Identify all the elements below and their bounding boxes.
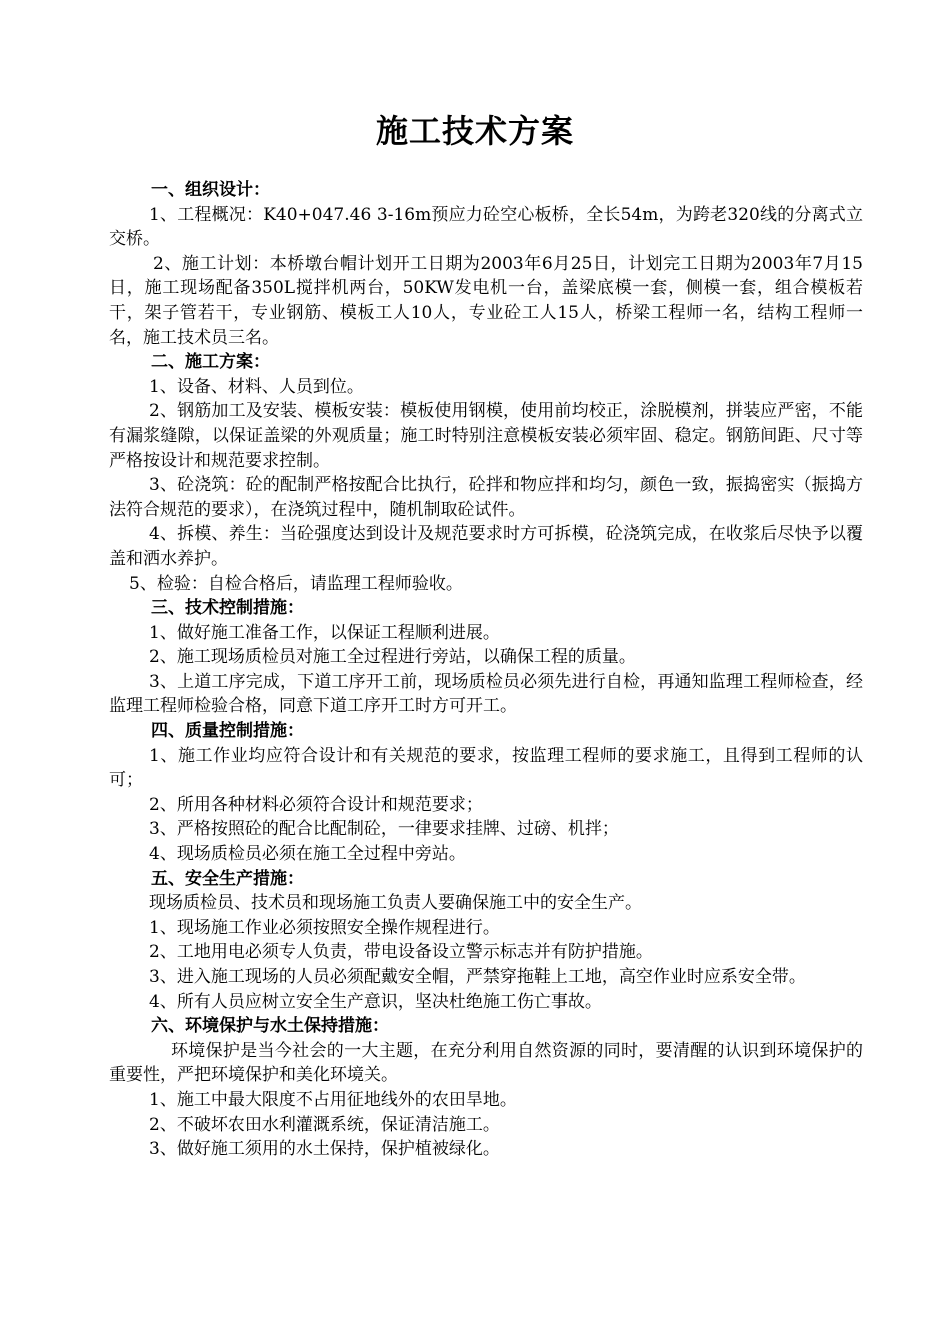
paragraph: 4、所有人员应树立安全生产意识，坚决杜绝施工伤亡事故。 xyxy=(149,991,602,1012)
document-title: 施工技术方案 xyxy=(375,112,574,150)
paragraph: 1、设备、材料、人员到位。 xyxy=(149,376,364,397)
paragraph: 3、做好施工须用的水土保持，保护植被绿化。 xyxy=(149,1139,500,1160)
section-heading: 六、环境保护与水土保持措施： xyxy=(151,1016,389,1037)
paragraph: 2、施工现场质检员对施工全过程进行旁站，以确保工程的质量。 xyxy=(149,647,636,668)
section-heading: 一、组织设计： xyxy=(151,180,270,200)
paragraph: 3、上道工序完成，下道工序开工前，现场质检员必须先进行自检，再通知监理工程师检查，经监理工程师检验合格，同意下道工序开工时方可开工。 xyxy=(109,671,863,717)
paragraph: 4、现场质检员必须在施工全过程中旁站。 xyxy=(149,844,466,865)
paragraph: 5、检验：自检合格后，请监理工程师验收。 xyxy=(129,573,463,594)
paragraph: 4、拆模、养生：当砼强度达到设计及规范要求时方可拆模，砼浇筑完成，在收浆后尽快予以覆盖和洒水养护。 xyxy=(109,524,863,569)
paragraph: 3、严格按照砼的配合比配制砼，一律要求挂牌、过磅、机拌； xyxy=(149,819,619,840)
paragraph: 2、施工计划：本桥墩台帽计划开工日期为2003年6月25日，计划完工日期为2003年7月15日，施工现场配备350L搅拌机两台，50KW发电机一台，盖梁底模一套，侧模一套，组合模板若干，架子管若干，专业钢筋、模板工人10人，专业砼工人15人，桥梁工程师一名，结构工程师一名，施工技术员三名。 xyxy=(109,253,863,348)
paragraph: 现场质检员、技术员和现场施工负责人要确保施工中的安全生产。 xyxy=(149,893,642,914)
paragraph: 1、施工中最大限度不占用征地线外的农田旱地。 xyxy=(149,1089,517,1110)
paragraph: 3、砼浇筑：砼的配制严格按配合比执行，砼拌和物应拌和均匀，颜色一致，振捣密实（振捣方法符合规范的要求），在浇筑过程中，随机制取砼试件。 xyxy=(109,475,863,520)
paragraph: 2、所用各种材料必须符合设计和规范要求； xyxy=(149,794,483,815)
section-heading: 二、施工方案： xyxy=(151,352,270,373)
paragraph: 2、钢筋加工及安装、模板安装：模板使用钢模，使用前均校正，涂脱模剂，拼装应严密，不能有漏浆缝隙，以保证盖梁的外观质量；施工时特别注意模板安装必须牢固、稳定。钢筋间距、尺寸等严格按设计和规范要求控制。 xyxy=(109,401,863,471)
section-heading: 三、技术控制措施： xyxy=(151,598,304,619)
paragraph: 2、工地用电必须专人负责，带电设备设立警示标志并有防护措施。 xyxy=(149,942,653,963)
paragraph: 1、工程概况：K40+047.46 3-16m预应力砼空心板桥，全长54m，为跨老320线的分离式立交桥。 xyxy=(109,204,863,250)
paragraph: 环境保护是当今社会的一大主题，在充分利用自然资源的同时，要清醒的认识到环境保护的重要性，严把环境保护和美化环境关。 xyxy=(109,1040,863,1086)
paragraph: 1、现场施工作业必须按照安全操作规程进行。 xyxy=(149,917,500,938)
paragraph: 3、进入施工现场的人员必须配戴安全帽，严禁穿拖鞋上工地，高空作业时应系安全带。 xyxy=(149,967,806,987)
section-heading: 五、安全生产措施： xyxy=(151,868,304,889)
section-heading: 四、质量控制措施： xyxy=(151,721,304,742)
paragraph: 1、做好施工准备工作，以保证工程顺利进展。 xyxy=(149,622,500,643)
paragraph: 2、不破坏农田水利灌溉系统，保证清洁施工。 xyxy=(149,1114,500,1135)
document-body xyxy=(109,178,863,1162)
paragraph: 1、施工作业均应符合设计和有关规范的要求，按监理工程师的要求施工，且得到工程师的认可； xyxy=(109,745,863,791)
